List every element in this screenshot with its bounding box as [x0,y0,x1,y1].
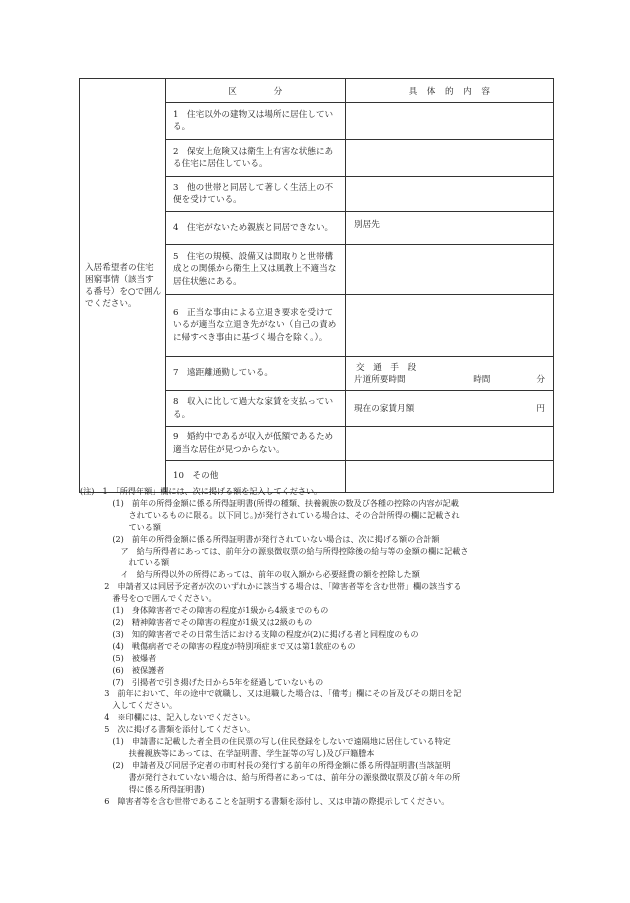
note-line: (1) 前年の所得金額に係る所得証明書(所得の種類、扶養親族の数及び各種の控除の内容が記載 [80,497,459,508]
notes-section [80,486,560,807]
commute-transport-label: 交 通 手 段 [356,362,417,373]
note-line: (3) 知的障害者でその日常生活における支障の程度が(2)に掲げる者と同程度のもの [80,628,419,639]
item-content[interactable] [346,245,554,295]
item-text[interactable]: 7 遠距離通勤している。 [166,357,346,391]
hardship-label: 入居希望者の住宅困窮事情（該当する番号）を○で囲んでください。 [85,262,162,309]
commute-time-label: 片道所要時間 [354,374,406,385]
commute-minutes-unit: 分 [536,374,545,385]
hardship-label-cell [80,79,166,493]
note-line: (注) 1 「所得年額」欄には、次に掲げる額を記入してください。 [80,486,323,496]
item-content[interactable]: 別居先 [346,212,554,245]
item-text[interactable]: 8 収入に比して過大な家賃を支払っている。 [166,391,346,427]
item-content[interactable] [346,177,554,212]
commute-cell[interactable] [346,357,554,391]
note-line: (1) 身体障害者でその障害の程度が1級から4級までのもの [80,605,329,616]
note-line: れている額 [80,557,170,568]
note-line: 6 障害者等を含む世帯であることを証明する書類を添付し、又は申請の際提示してください。 [80,795,450,806]
header-category: 区 分 [166,79,346,103]
item-text[interactable]: 3 他の世帯と同居して著しく生活上の不便を受けている。 [166,177,346,212]
commute-time-row [354,374,545,386]
housing-hardship-table [79,78,554,493]
note-line: (2) 申請者及び同居予定者の市町村長の発行する前年の所得金額に係る所得証明書(当該証明 [80,759,451,770]
header-content: 具 体 的 内 容 [346,79,554,103]
item-content[interactable] [346,103,554,140]
item-content[interactable] [346,427,554,461]
note-line: (2) 前年の所得金額に係る所得証明書が発行されていない場合は、次に掲げる額の合計額 [80,533,440,544]
item-text[interactable]: 5 住宅の規模、設備又は間取りと世帯構成との関係から衛生上又は風教上不適当な居住状態にある。 [166,245,346,295]
rent-unit: 円 [536,403,545,414]
note-line: 2 申請者又は同居予定者が次のいずれかに該当する場合は、「障害者等を含む世帯」欄の該当する [80,581,462,592]
rent-label: 現在の家賃月額 [354,403,415,414]
item-text[interactable]: 4 住宅がないため親族と同居できない。 [166,212,346,245]
item-content[interactable] [346,295,554,357]
note-line: 番号を○で囲んでください。 [80,593,217,604]
note-line: (7) 引揚者で引き揚げた日から5年を経過していないもの [80,676,324,687]
commute-hours-unit: 時間 [473,374,491,385]
rent-row [354,403,545,415]
note-line: 5 次に掲げる書類を添付してください。 [80,724,256,735]
note-line: されているものに限る。以下同じ。)が発行されている場合は、その合計所得の欄に記載され [80,509,460,520]
note-line: 入してください。 [80,700,178,711]
note-line: 書が発行されていない場合は、給与所得者にあっては、前年分の源泉徴収票及び前々年の所 [80,771,461,782]
note-line: (6) 被保護者 [80,664,165,675]
note-line: 4 ※印欄には、記入しないでください。 [80,712,256,723]
item-text[interactable]: 2 保安上危険又は衛生上有害な状態にある住宅に居住している。 [166,140,346,177]
note-line: ている額 [80,521,161,532]
note-line: 得に係る所得証明書) [80,783,205,794]
note-line: ア 給与所得者にあっては、前年分の源泉徴収票の給与所得控除後の給与等の金額の欄に記載さ [80,545,469,556]
item-text[interactable]: 6 正当な事由による立退き要求を受けているが適当な立退き先がない（自己の責めに帰すべき事由に基づく場合を除く。）。 [166,295,346,357]
note-line: (5) 被爆者 [80,652,157,663]
note-line: (4) 戦傷病者でその障害の程度が特別項症まで又は第1款症のもの [80,640,356,651]
rent-cell[interactable] [346,391,554,427]
note-line: 扶養親族等にあっては、在学証明書、学生証等の写し)及び戸籍謄本 [80,747,375,758]
item-text[interactable]: 1 住宅以外の建物又は場所に居住している。 [166,103,346,140]
item-text[interactable]: 10 その他 [166,461,346,493]
item-text[interactable]: 9 婚約中であるが収入が低額であるため適当な居住が見つからない。 [166,427,346,461]
note-line: (1) 申請書に記載した者全員の住民票の写し(住民登録をしないで遠隔地に居住している特定 [80,736,451,747]
note-line: 3 前年において、年の途中で就職し、又は退職した場合は、「備考」欄にその旨及びその期日を記 [80,688,462,699]
note-line: (2) 精神障害者でその障害の程度が1級又は2級のもの [80,616,313,627]
item-content[interactable] [346,140,554,177]
note-line: イ 給与所得以外の所得にあっては、前年の収入額から必要経費の額を控除した額 [80,569,420,580]
